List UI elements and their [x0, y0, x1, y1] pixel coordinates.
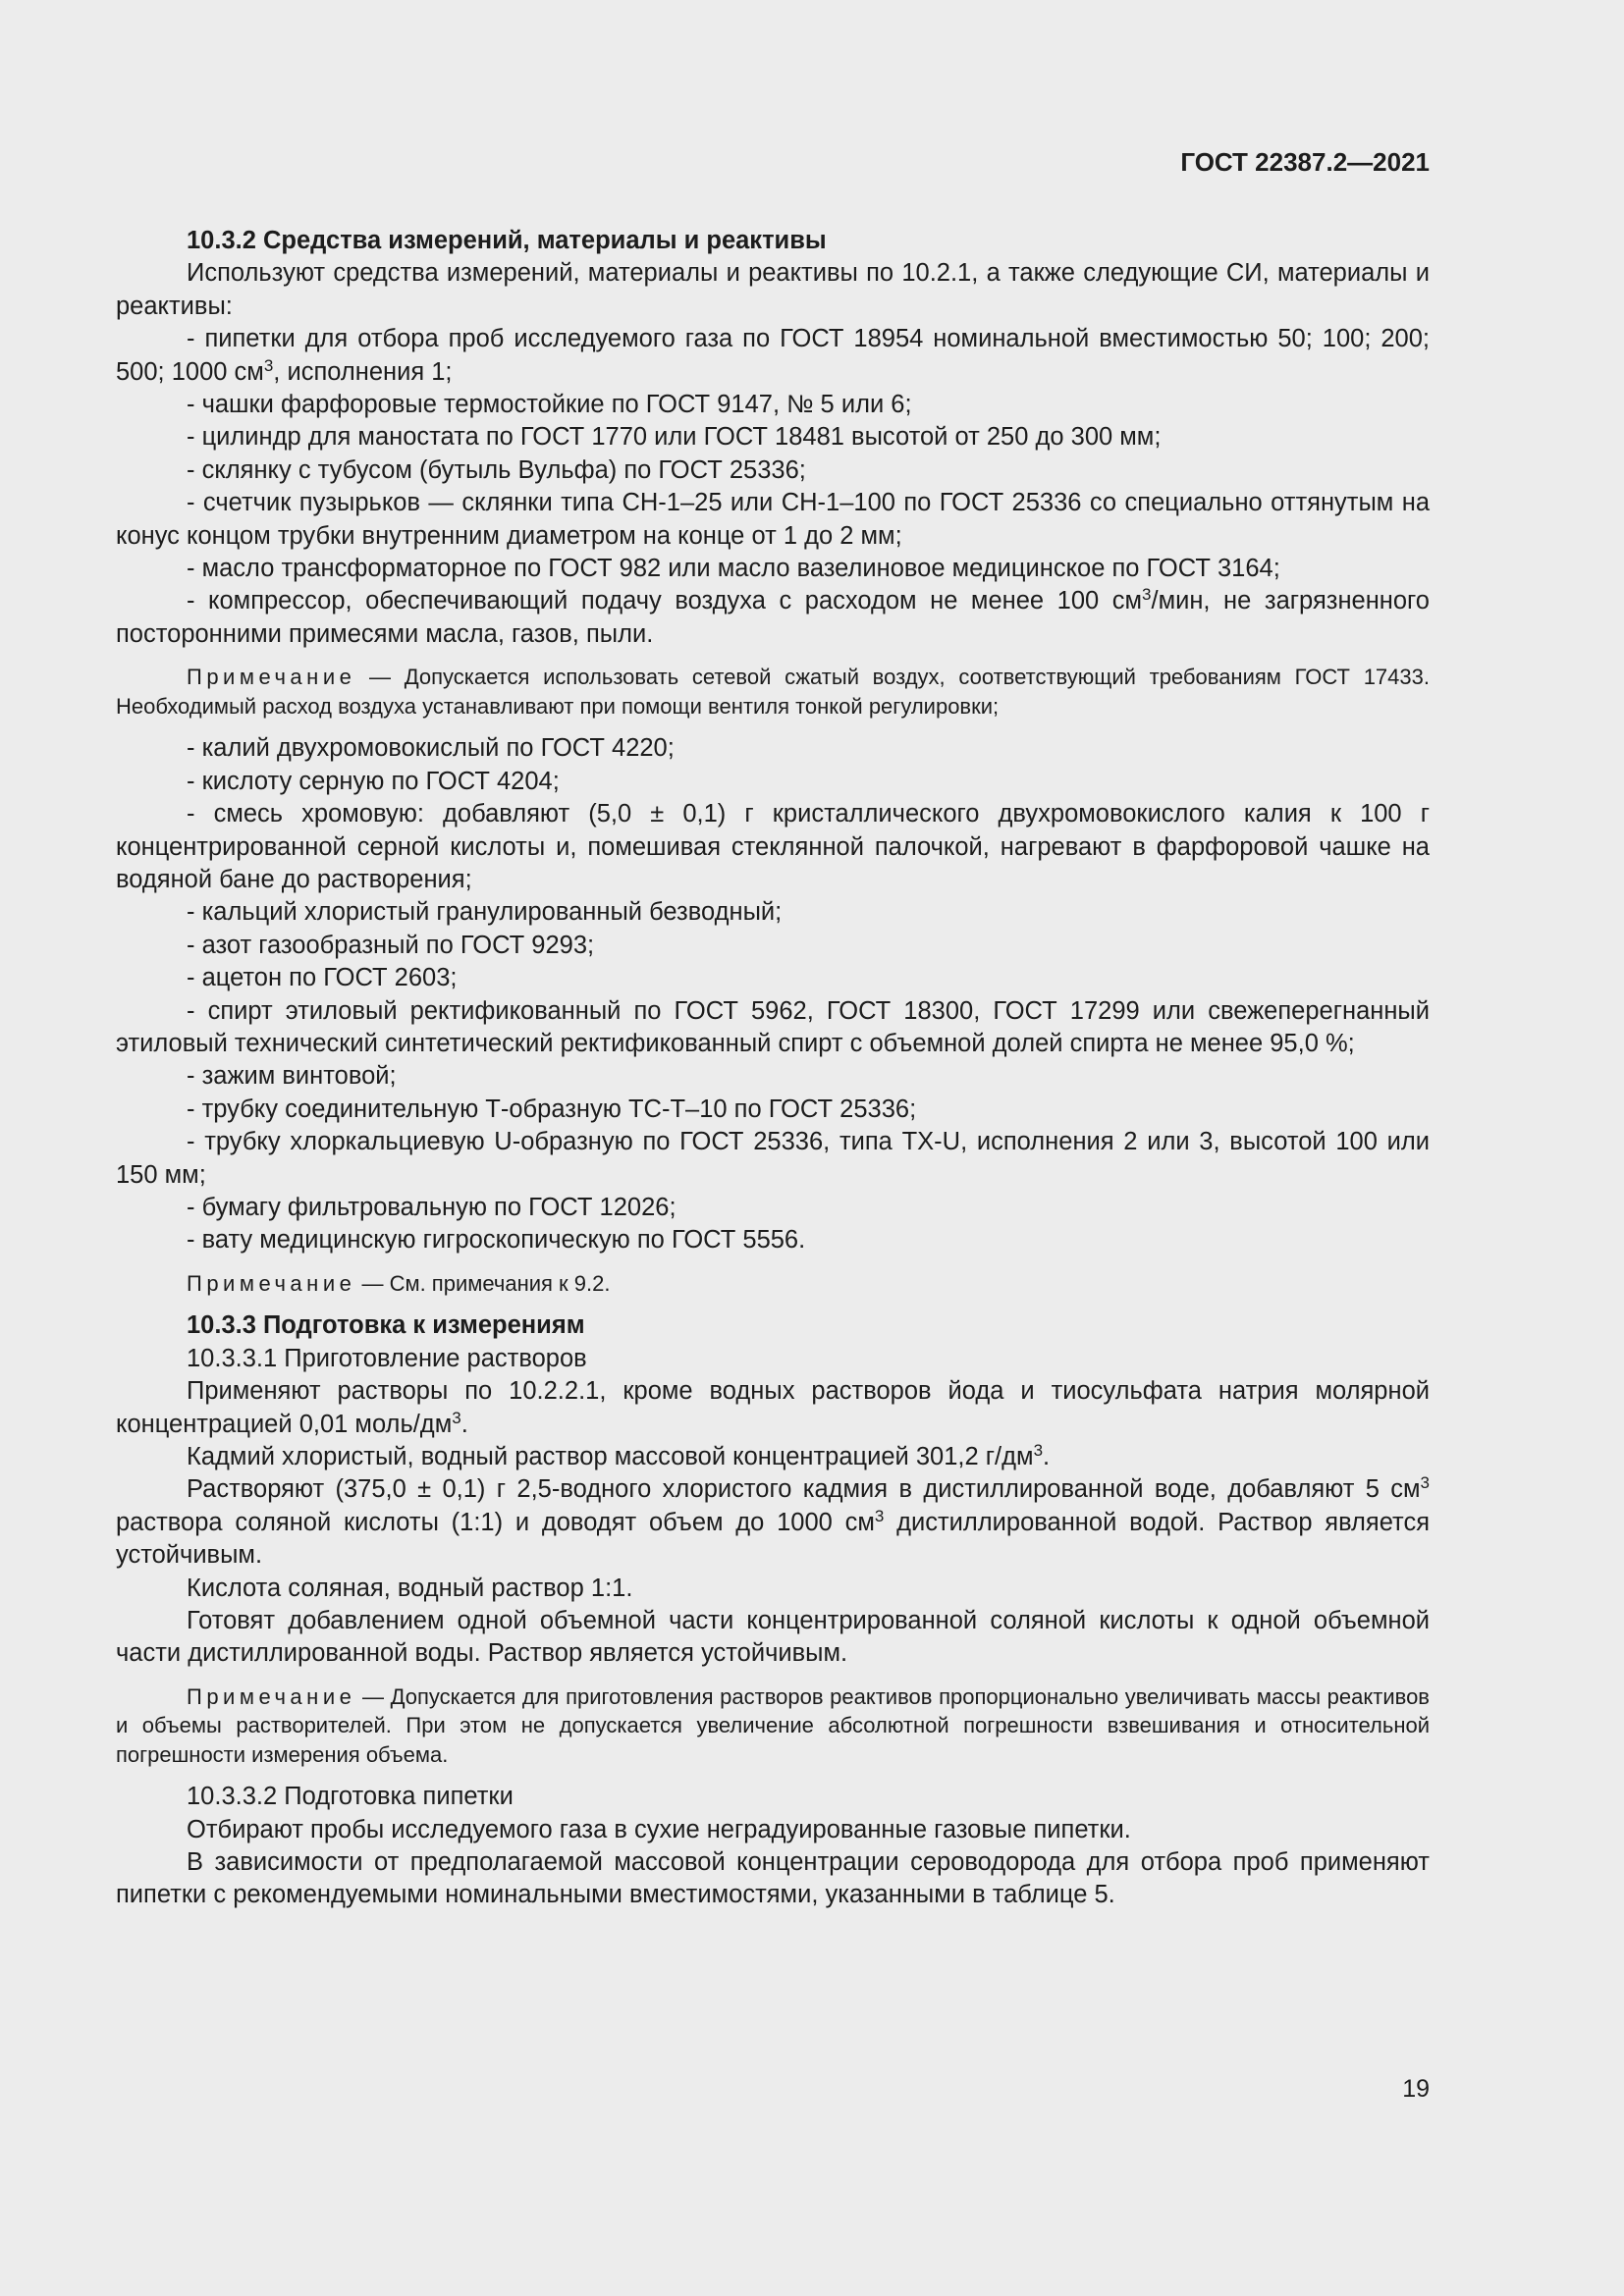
section-intro: Используют средства измерений, материалы и реактивы по 10.2.1, а также следующие СИ, материалы и реактивы: — [116, 259, 1430, 320]
list-item: - чашки фарфоровые термостойкие по ГОСТ 9147, № 5 или 6; — [187, 391, 912, 419]
list-item: - пипетки для отбора проб исследуемого газа по ГОСТ 18954 номинальной вместимостью 50; 100; 200; 500; 1000 $см^3$, исполнения 1; — [116, 325, 1430, 386]
list-item: - смесь хромовую: добавляют (5,0 ± 0,1) г кристаллического двухромовокислого калия к 100 г концентрированной серной кислоты и, помешивая стеклянной палочкой, нагревают в фарфоровой чашке на водяной бане до растворения; — [116, 800, 1430, 893]
list-item: - бумагу фильтровальную по ГОСТ 12026; — [187, 1193, 677, 1221]
paragraph: Отбирают пробы исследуемого газа в сухие неградуированные газовые пипетки. — [187, 1815, 1131, 1843]
document-id-header: ГОСТ 22387.2—2021 — [1180, 147, 1430, 177]
subsection-heading: 10.3.3.1 Приготовление растворов — [187, 1344, 587, 1372]
list-item: - цилиндр для маностата по ГОСТ 1770 или ГОСТ 18481 высотой от 250 до 300 мм; — [187, 423, 1162, 452]
page-body — [116, 225, 1430, 1912]
note-label: Примечание — [187, 665, 356, 690]
list-item: - кальций хлористый гранулированный безводный; — [187, 898, 783, 927]
paragraph: Кислота соляная, водный раствор 1:1. — [187, 1574, 633, 1602]
note-label: Примечание — [187, 1683, 356, 1709]
list-item: - трубку соединительную Т-образную ТС-Т–10 по ГОСТ 25336; — [187, 1095, 917, 1123]
list-item: - трубку хлоркальциевую U-образную по ГОСТ 25336, типа ТХ-U, исполнения 2 или 3, высотой 100 или 150 мм; — [116, 1128, 1430, 1189]
list-item: - счетчик пузырьков — склянки типа СН-1–25 или СН-1–100 по ГОСТ 25336 со специально оттянутым на конус концом трубки внутренним диаметром на конце от 1 до 2 мм; — [116, 489, 1430, 550]
paragraph: Применяют растворы по 10.2.2.1, кроме водных растворов йода и тиосульфата натрия молярной концентрацией 0,01 моль/$дм^3$. — [116, 1377, 1430, 1438]
list-item: - зажим винтовой; — [187, 1062, 397, 1091]
section-heading-10-3-3: 10.3.3 Подготовка к измерениям — [187, 1311, 585, 1340]
paragraph: Растворяют (375,0 ± 0,1) г 2,5-водного хлористого кадмия в дистиллированной воде, добавляют 5 $см^3$ раствора соляной кислоты (1:1) и доводят объем до 1000 $см^3$ дистиллированной водой. Раствор является устойчивым. — [116, 1473, 1431, 1570]
list-item: - компрессор, обеспечивающий подачу воздуха с расходом не менее 100 $см^3$/мин, не загрязненного посторонними примесями масла, газов, пыли. — [116, 585, 1430, 648]
subsection-heading: 10.3.3.2 Подготовка пипетки — [187, 1783, 514, 1811]
list-item: - азот газообразный по ГОСТ 9293; — [187, 931, 595, 959]
note: Примечание — См. примечания к 9.2. — [187, 1270, 611, 1296]
list-item: - вату медицинскую гигроскопическую по ГОСТ 5556. — [187, 1226, 806, 1255]
list-item: - ацетон по ГОСТ 2603; — [187, 964, 458, 992]
note-label: Примечание — [187, 1270, 356, 1296]
paragraph: Кадмий хлористый, водный раствор массовой концентрацией 301,2 $г/дм^3$. — [187, 1440, 1051, 1470]
page-number: 19 — [1402, 2075, 1430, 2103]
list-item: - масло трансформаторное по ГОСТ 982 или масло вазелиновое медицинское по ГОСТ 3164; — [187, 555, 1280, 583]
list-item: - спирт этиловый ректификованный по ГОСТ 5962, ГОСТ 18300, ГОСТ 17299 или свежеперегнанный этиловый технический синтетический ректификованный спирт с объемной долей спирта не менее 95,0 %; — [116, 996, 1430, 1057]
paragraph: В зависимости от предполагаемой массовой концентрации сероводорода для отбора проб применяют пипетки с рекомендуемыми номинальными вместимостями, указанными в таблице 5. — [116, 1848, 1430, 1909]
paragraph: Готовят добавлением одной объемной части концентрированной соляной кислоты к одной объемной части дистиллированной воды. Раствор является устойчивым. — [116, 1606, 1430, 1668]
section-heading-10-3-2: 10.3.2 Средства измерений, материалы и реактивы — [187, 227, 827, 254]
list-item: - калий двухромовокислый по ГОСТ 4220; — [187, 734, 675, 763]
note: Примечание — Допускается для приготовления растворов реактивов пропорционально увеличивать массы реактивов и объемы растворителей. При этом не допускается увеличение абсолютной погрешности взвешивания и относительной погрешности измерения объема. — [116, 1683, 1430, 1767]
note: Примечание — Допускается использовать сетевой сжатый воздух, соответствующий требованиям ГОСТ 17433. Необходимый расход воздуха устанавливают при помощи вентиля тонкой регулировки; — [116, 665, 1430, 719]
list-item: - склянку с тубусом (бутыль Вульфа) по ГОСТ 25336; — [187, 455, 806, 484]
list-item: - кислоту серную по ГОСТ 4204; — [187, 767, 560, 795]
